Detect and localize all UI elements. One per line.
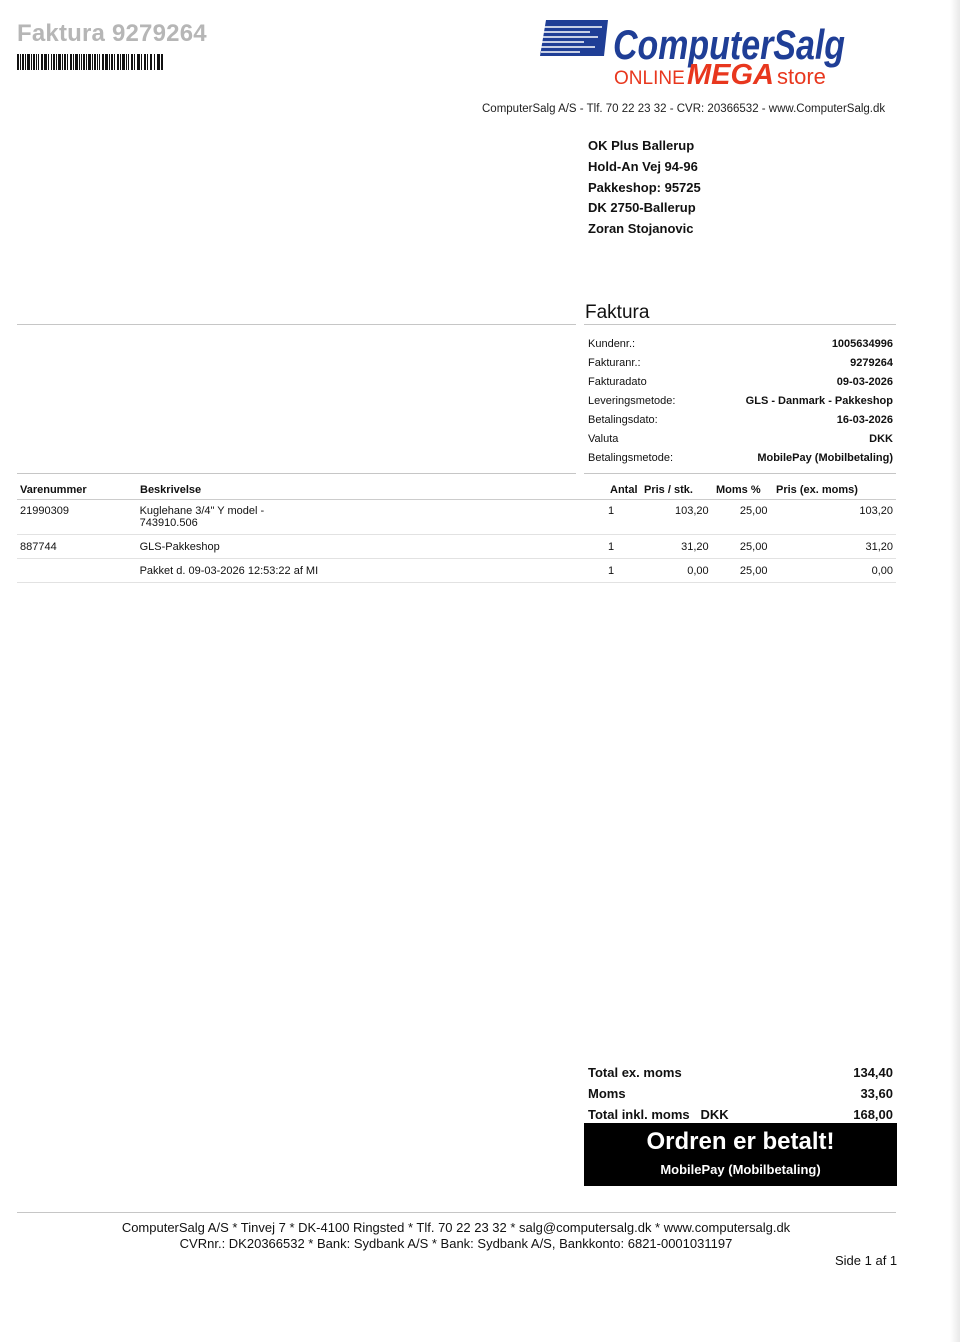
table-header [17, 481, 896, 500]
paid-banner [584, 1123, 897, 1186]
address-line: Hold-An Vej 94-96 [588, 158, 698, 174]
col-pris-ex-moms: Pris (ex. moms) [776, 484, 858, 496]
totals-block [588, 1062, 893, 1125]
detail-label: Betalingsdato: [588, 414, 658, 426]
cell-total: 0,00 [871, 564, 893, 577]
cell-moms: 25,00 [739, 564, 768, 577]
detail-label: Valuta [588, 432, 619, 445]
detail-row-valuta [588, 429, 893, 448]
detail-row-kundenr [588, 335, 893, 354]
total-ex-label: Total ex. moms [588, 1065, 682, 1080]
moms-label: Moms [588, 1086, 626, 1101]
detail-label: Betalingsmetode: [588, 451, 673, 464]
barcode [17, 54, 163, 70]
detail-value: GLS - Danmark - Pakkeshop [745, 395, 893, 408]
detail-value: 1005634996 [831, 338, 893, 351]
page-number: Side 1 af 1 [835, 1253, 898, 1268]
detail-label: Fakturadato [588, 376, 647, 389]
logo-brand-text: ComputerSalg [613, 21, 845, 68]
paid-banner-title: Ordren er betalt! [646, 1128, 835, 1155]
address-line: OK Plus Ballerup [588, 138, 695, 153]
detail-value: 09-03-2026 [836, 376, 893, 389]
moms-value: 33,60 [860, 1086, 893, 1101]
footer-divider [17, 1212, 896, 1213]
logo-store-text: store [777, 64, 826, 89]
currency-code: DKK [700, 1107, 729, 1122]
cell-moms: 25,00 [739, 540, 768, 553]
logo-mega-text: MEGA [687, 59, 774, 91]
paid-banner-method: MobilePay (Mobilbetaling) [660, 1162, 821, 1177]
detail-value: DKK [869, 432, 893, 445]
divider [584, 324, 896, 325]
detail-value: 9279264 [850, 357, 893, 370]
address-line: DK 2750-Ballerup [588, 200, 696, 216]
company-info-line: ComputerSalg A/S - Tlf. 70 22 23 32 - CVR: 20366532 - www.ComputerSalg.dk [482, 103, 886, 115]
detail-value: 16-03-2026 [836, 414, 893, 426]
cell-antal: 1 [607, 540, 615, 553]
document-title: Faktura 9279264 [17, 20, 207, 47]
logo-online-text: ONLINE [614, 68, 685, 89]
moms-row [588, 1083, 893, 1104]
detail-row-fakturanr [588, 354, 893, 373]
detail-value: MobilePay (Mobilbetaling) [757, 451, 893, 464]
total-incl-label: Total inkl. moms [588, 1107, 690, 1122]
detail-label: Fakturanr.: [588, 357, 641, 370]
table-row [17, 500, 896, 535]
items-table [17, 481, 896, 583]
invoice-details [588, 335, 893, 467]
detail-label: Leveringsmetode: [588, 395, 676, 408]
total-incl-moms-row [588, 1104, 893, 1125]
cell-desc: GLS-Pakkeshop [139, 540, 220, 553]
cell-pris: 31,20 [681, 540, 709, 553]
cell-pris: 0,00 [687, 564, 709, 577]
col-varenummer: Varenummer [20, 484, 87, 496]
total-incl-label-group [588, 1107, 729, 1122]
divider [17, 473, 576, 474]
total-incl-value: 168,00 [853, 1107, 893, 1122]
col-beskrivelse: Beskrivelse [140, 484, 202, 496]
footer [0, 1220, 912, 1251]
col-pris-stk: Pris / stk. [644, 484, 693, 496]
divider [17, 324, 576, 325]
cell-antal: 1 [607, 564, 615, 577]
detail-row-leveringsmetode [588, 392, 893, 411]
detail-row-betalingsmetode [588, 448, 893, 467]
address-line: Pakkeshop: 95725 [588, 179, 701, 195]
cell-moms: 25,00 [739, 505, 768, 517]
detail-label: Kundenr.: [588, 338, 636, 351]
cell-desc: Pakket d. 09-03-2026 12:53:22 af MI [139, 564, 319, 577]
col-moms: Moms % [716, 484, 761, 496]
table-row [17, 535, 896, 559]
cell-total: 103,20 [859, 505, 893, 517]
address-line: Zoran Stojanovic [588, 221, 694, 237]
invoice-heading: Faktura [585, 302, 650, 323]
cell-pris: 103,20 [674, 505, 709, 517]
detail-row-fakturadato [588, 373, 893, 392]
total-ex-moms-row [588, 1062, 893, 1083]
computersalg-logo [540, 16, 850, 94]
cell-desc [140, 505, 608, 534]
cell-total: 31,20 [865, 540, 893, 553]
page-edge-shadow [950, 0, 960, 1342]
detail-row-betalingsdato [588, 411, 893, 430]
cell-varenr: 887744 [20, 540, 57, 553]
desc-line: 743910.506 [139, 517, 198, 529]
footer-line-1: ComputerSalg A/S * Tinvej 7 * DK-4100 Ringsted * Tlf. 70 22 23 32 * salg@computersalg.dk * www.computersalg.dk [121, 1220, 791, 1235]
total-ex-value: 134,40 [853, 1065, 893, 1080]
table-row [17, 559, 896, 583]
speed-lines-icon [540, 20, 608, 56]
footer-line-2: CVRnr.: DK20366532 * Bank: Sydbank A/S * Bank: Sydbank A/S, Bankkonto: 6821-0001031197 [179, 1235, 733, 1251]
delivery-address [588, 136, 701, 240]
desc-line: Kuglehane 3/4" Y model - [139, 505, 265, 517]
cell-varenr: 21990309 [20, 505, 69, 517]
cell-antal: 1 [607, 505, 615, 517]
divider [584, 473, 896, 474]
col-antal: Antal [610, 484, 638, 496]
